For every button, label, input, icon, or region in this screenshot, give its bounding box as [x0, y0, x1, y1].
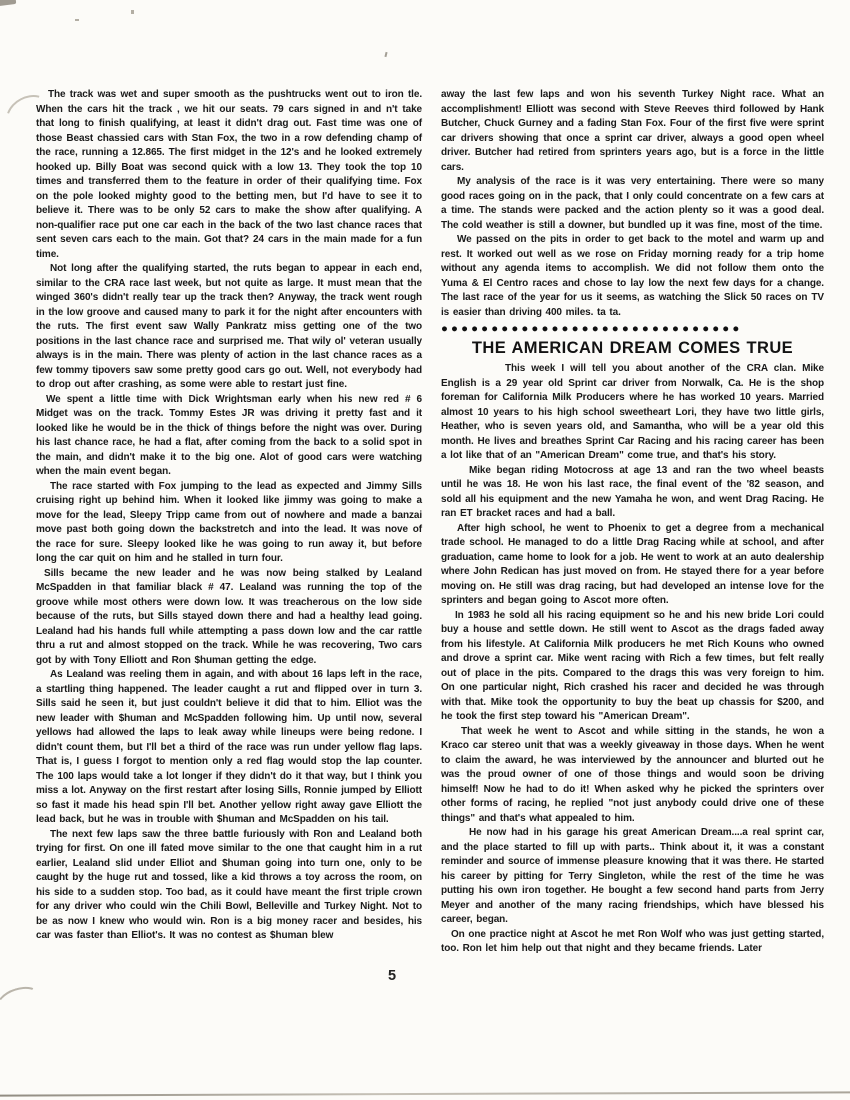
race-report-paragraph: The race started with Fox jumping to the lead as expected and Jimmy Sills cruising right up behind him. When it looked like jimmy was going to make a move for the lead, Sleepy Tripp came from out of nowhere and made a banzai move past both going down the backstretch and into the lead. It was nove of the race for sure. Sleepy looked like he was going to run away it, but before long the car quit on him and he stalled in turn four. [36, 480, 422, 564]
race-report-paragraph: away the last few laps and won his seventh Turkey Night race. What an accomplishment! Elliott was second with Steve Reeves third followed by Hank Butcher, Chuck Gurney and a fading Stan Fox. Four of the first five were sprint car drivers showing that once a sprint car driver, always a good open wheel driver. Butcher had retired from sprinters years ago, but is a force in the little cars. [441, 89, 824, 173]
left-column [36, 88, 422, 944]
race-report-paragraph: As Lealand was reeling them in again, and with about 16 laps left in the race, a startling thing happened. The leader caught a rut and flipped over in turn 3. Sills said he seen it, but just couldn't believe it did that to him. Elliot was the new leader with $human and McSpadden following him. Up until now, several yellows had allowed the laps to leak away while lineups were being redone. I didn't count them, but I'll bet a third of the race was run under yellow flag laps. That is, I guess I forgot to mention only a red flag would stop the lap counter. The 100 laps would take a lot longer if they didn't do it that way, but I think you miss a lot. Anyway on the first restart after losing Sills, Ronnie jumped by Elliott so fast it made his head spin I'll bet. Another yellow right away gave Elliott the lead back, but he was in trouble with $human and McSpadden on his tail. [36, 669, 422, 825]
article-title: THE AMERICAN DREAM COMES TRUE [471, 339, 794, 357]
american-dream-paragraph: Mike began riding Motocross at age 13 and ran the two wheel beasts until he was 18. He won his last race, the final event of the '82 season, and sold all his equipment and the new Yamaha he won, and went Drag Racing. He ran ET bracket races and had a ball. [441, 464, 824, 519]
race-report-paragraph: The next few laps saw the three battle furiously with Ron and Lealand both trying for first. On one ill fated move similar to the one that caught him in a rut earlier, Lealand slid under Elliot and $human going into turn one, only to be caught by the huge rut and tossed, like a kid throws a toy across the room, on his side to a sudden stop. Too bad, as it could have meant the first triple crown for any driver who could win the Chili Bowl, Belleville and Turkey Night. Not to be as now I knew who would win. Ron is a big money racer and besides, his car was faster than Elliot's. It was no contest as $human blew [36, 828, 422, 941]
american-dream-paragraph: On one practice night at Ascot he met Ron Wolf who was just getting started, too. Ron let him help out that night and they became friends. Later [441, 928, 824, 954]
race-report-paragraph: We spent a little time with Dick Wrightsman early when his new red # 6 Midget was on the track. Tommy Estes JR was driving it pretty fast and it looked like he would be in the thick of things before the night was over. During his last chance race, he had a flat, after coming from the back to a solid spot in the main, and didn't make it to the big one. Alot of good cars were watching when the main event began. [36, 393, 422, 477]
race-report-paragraph: We passed on the pits in order to get back to the motel and warm up and rest. It worked out well as we rose on Friday morning ready for a trip home without any agenda items to accomplish. We did not follow them onto the Yuma & El Centro races and chose to lay low the next few days for a change. The last race of the year for us it seems, as watching the Slick 50 races on TV is easier than driving 400 miles. ta ta. [441, 234, 824, 318]
right-column [441, 88, 824, 957]
race-report-paragraph: My analysis of the race is it was very entertaining. There were so many good races going on in the pack, that I only could concentrate on a few cars at a time. The stands were packed and the action plenty so it was a good deal. The cold weather is still a downer, but bundled up it was fine, most of the time. [441, 176, 824, 231]
scan-speck [384, 52, 387, 57]
race-report-paragraph: The track was wet and super smooth as the pushtrucks went out to iron tle. When the cars hit the track , we hit our seats. 79 cars signed in and n't take that long to finish qualifying, at least it didn't drag out. Fast time was one of those Beast chassied cars with Stan Fox, the two in a row defending champ of the race, running a 12.865. The first midget in the 12's and he looked extremely hooked up. Billy Boat was second quick with a low 13. They took the top 10 times and transferred them to the feature in order of their qualifying time. Fox on the pole looked mighty good to the betting men, but I'd have to see it to believe it. There was to be only 52 cars to make the show after qualifying. A non-qualifier race put one car each in the back of the two last chance races that sent seven cars each to the main. Got that? 24 cars in the main made for a fun time. [36, 89, 422, 260]
page-number: 5 [388, 968, 397, 984]
american-dream-paragraph: This week I will tell you about another of the CRA clan. Mike English is a 29 year old Sprint car driver from Norwalk, Ca. He is the shop foreman for California Milk Producers where he has worked 10 years. Married almost 10 years to his high school sweetheart Lori, they have two little girls, Heather, who is seven years old, and Samantha, who will be a year old this month. He lives and breathes Sprint Car Racing and his racing career has been a lot like that of an "American Dream" come true, and that's his story. [441, 363, 824, 461]
scan-speck [75, 19, 79, 21]
scan-fold-mark [0, 982, 45, 1023]
race-report-paragraph: Sills became the new leader and he was now being stalked by Lealand McSpadden in that familiar black # 47. Lealand was running the top of the groove while most others were down low. It was treacherous on the low side because of the ruts, but Sills stayed down there and had a healthy lead going. Lealand had his hands full while attempting a pass down low and the car rattle thru a rut and almost stopped on the track. While he was recovering, Two cars got by with Tony Elliott and Ron $human getting the edge. [36, 567, 422, 666]
scan-speck [131, 10, 134, 14]
american-dream-paragraph: That week he went to Ascot and while sitting in the stands, he won a Kraco car stereo unit that was a weekly giveaway in those days. When he went to claim the award, he was interviewed by the announcer and blurted out he was the proud owner of one of those things and would soon be driving himself! Now he had to do it! When asked why he picked the sprinters over other forms of racing, he replied "not just anybody could drive one of these things" and that's what appealed to him. [441, 725, 824, 824]
american-dream-paragraph: In 1983 he sold all his racing equipment so he and his new bride Lori could buy a house and settle down. He still went to Ascot as the drags faded away from his lifestyle. At California Milk producers he met Rich Kouns who owned and drove a sprint car. Mike went racing with Rich a few times, but felt really out of place in the pits. Compared to the drags this was very foreign to him. On one particular night, Rich crashed his racer and decided he was through with that. Mike took the opportunity to buy the beat up chassis for $200, and he took the first step toward his "American Dream". [441, 609, 824, 722]
section-separator-dots: ●●●●●●●●●●●●●●●●●●●●●●●●●●●●●● [441, 323, 743, 335]
american-dream-paragraph: He now had in his garage his great American Dream....a real sprint car, and the place started to fill up with parts.. Think about it, it was a constant reminder and source of immense pleasure knowing that it was there. He started his career by pitting for Terry Singleton, while the rest of the time he was putting his own iron together. He bought a few second hand parts from Jerry Meyer and another of the many racing friendships, which have blessed his career, began. [441, 827, 824, 925]
scan-corner-smudge [0, 0, 16, 6]
race-report-paragraph: Not long after the qualifying started, the ruts began to appear in each end, similar to the CRA race last week, but not quite as large. It must mean that the winged 360's didn't really tear up the track then? Anyway, the track went rough in the low groove and caused many to park it for the night after encounters with the ruts. The first event saw Wally Pankratz miss getting one of the two positions in the last chance race and surprised me. That wily ol' veteran usually always is in the main. There was plenty of action in the last chance races as a few tommy tipovers saw some pretty good cars go out. Well, not everybody had to drop out after crashing, as some were able to restart just fine. [36, 263, 422, 390]
american-dream-paragraph: After high school, he went to Phoenix to get a degree from a mechanical trade school. He managed to do a little Drag Racing while at school, and after graduation, came home to look for a job. He went to work at an auto dealership where John Redican has just moved on from. He stayed there for a year before moving on. He still was drag racing, but had developed an intense love for the sprinters and began going to Ascot more often. [441, 522, 824, 606]
scan-page-edge-line [0, 1091, 850, 1096]
